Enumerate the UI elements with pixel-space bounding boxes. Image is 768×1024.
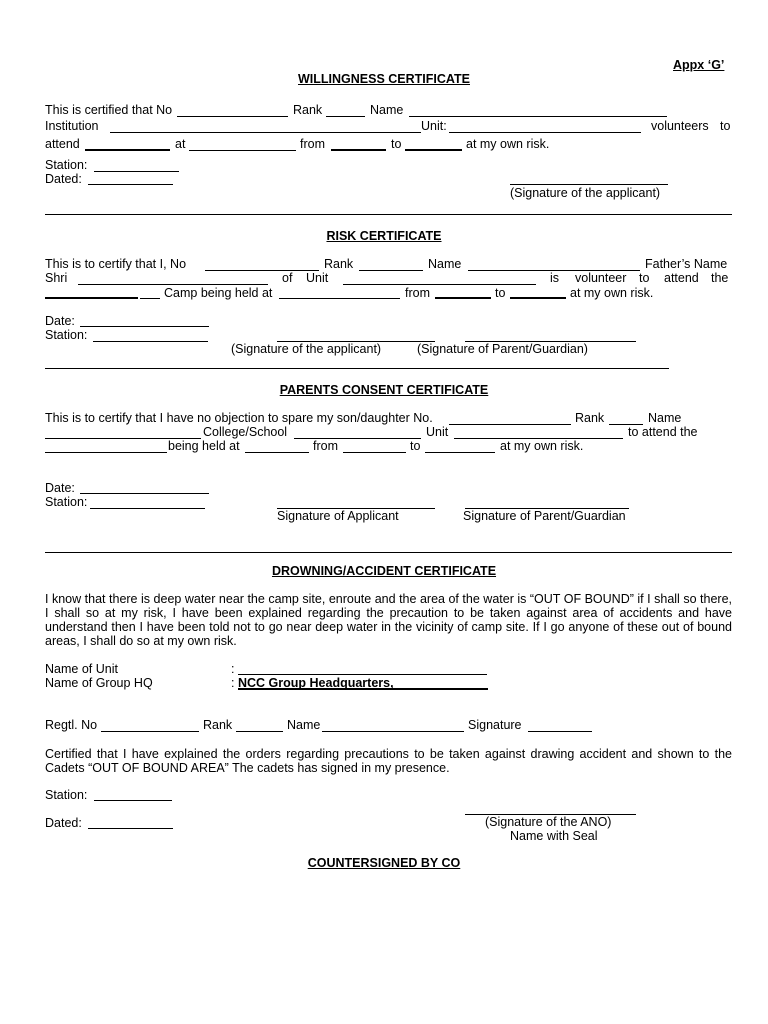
- risk-l2-e: volunteer: [575, 271, 627, 285]
- risk-rank-blank[interactable]: [359, 270, 423, 271]
- risk-station-blank[interactable]: [93, 341, 208, 342]
- parents-l2-b: Unit: [426, 425, 449, 439]
- risk-held-at-blank[interactable]: [279, 298, 400, 299]
- risk-to-blank[interactable]: [510, 297, 566, 299]
- parents-held-at-blank[interactable]: [245, 452, 309, 453]
- parents-no-blank[interactable]: [449, 424, 571, 425]
- will-l2-b: Unit:: [421, 119, 447, 133]
- risk-l2-c: Unit: [306, 271, 329, 285]
- drown-dated-label: Dated:: [45, 816, 82, 830]
- parents-l2-c: to attend the: [628, 425, 698, 439]
- drown-name-label: Name: [287, 718, 321, 732]
- parents-l3-a: being held at: [168, 439, 240, 453]
- will-signature-caption: (Signature of the applicant): [510, 186, 661, 200]
- drown-rank-label: Rank: [203, 718, 233, 732]
- drown-name-blank[interactable]: [322, 731, 464, 732]
- drowning-title: DROWNING/ACCIDENT CERTIFICATE: [271, 564, 497, 578]
- colon: :: [231, 676, 235, 690]
- risk-l3-a: Camp being held at: [164, 286, 273, 300]
- will-station-label: Station:: [45, 158, 88, 172]
- risk-l3-d: at my own risk.: [570, 286, 654, 300]
- risk-parent-sig-caption: (Signature of Parent/Guardian): [417, 342, 588, 356]
- risk-camp-blank[interactable]: [140, 298, 160, 299]
- will-l2-c: volunteers: [651, 119, 709, 133]
- unit-name-blank[interactable]: [238, 674, 487, 675]
- parents-applicant-sig-caption: Signature of Applicant: [277, 509, 399, 523]
- risk-unit-blank[interactable]: [343, 284, 536, 285]
- parents-parent-sig-caption: Signature of Parent/Guardian: [463, 509, 626, 523]
- will-l3-a: attend: [45, 137, 80, 151]
- group-hq-value: NCC Group Headquarters,: [238, 676, 394, 690]
- appendix-label: Appx ‘G’: [673, 58, 725, 72]
- risk-l2-g: attend: [664, 271, 699, 285]
- risk-l2-b: of: [282, 271, 293, 285]
- will-l3-e: at my own risk.: [466, 137, 550, 151]
- risk-station-label: Station:: [45, 328, 88, 342]
- drown-station-label: Station:: [45, 788, 88, 802]
- will-to-blank[interactable]: [405, 149, 462, 151]
- parents-camp-blank[interactable]: [45, 452, 167, 453]
- drown-signature-blank[interactable]: [528, 731, 592, 732]
- will-l1-b: Rank: [293, 103, 323, 117]
- parents-l1-a: This is to certify that I have no objection to spare my son/daughter No.: [45, 411, 433, 425]
- will-l2-d: to: [720, 119, 731, 133]
- risk-l3-c: to: [495, 286, 506, 300]
- will-no-blank[interactable]: [177, 116, 288, 117]
- will-l1-c: Name: [370, 103, 404, 117]
- risk-l1-a: This is to certify that I, No: [45, 257, 187, 271]
- parents-station-label: Station:: [45, 495, 88, 509]
- will-l2-a: Institution: [45, 119, 99, 133]
- will-l3-c: from: [300, 137, 325, 151]
- parents-date-label: Date:: [45, 481, 75, 495]
- parents-station-blank[interactable]: [90, 508, 205, 509]
- section-divider: [45, 368, 669, 369]
- risk-title: RISK CERTIFICATE: [326, 229, 442, 243]
- drown-dated-blank[interactable]: [88, 828, 173, 829]
- drown-station-blank[interactable]: [94, 800, 172, 801]
- countersigned-heading: COUNTERSIGNED BY CO: [307, 856, 461, 870]
- risk-l2-h: the: [711, 271, 729, 285]
- risk-l1-d: Father’s Name: [645, 257, 728, 271]
- risk-from-blank[interactable]: [435, 297, 491, 299]
- risk-l1-c: Name: [428, 257, 462, 271]
- risk-l1-b: Rank: [324, 257, 354, 271]
- parents-l1-b: Rank: [575, 411, 605, 425]
- drown-rank-blank[interactable]: [236, 731, 283, 732]
- drowning-paragraph: I know that there is deep water near the camp site, enroute and the area of the water is “OUT OF BOUND” if I shall so there, I shall so at my risk, I have been explained regarding the precaution to be taken against area of accidents and have understand then I have been told not to go near deep water in the vicinity of camp site. If I go anyone of these out of bound areas, I shall do so at my own risk.: [45, 592, 732, 648]
- risk-l2-f: to: [639, 271, 650, 285]
- parents-l1-c: Name: [648, 411, 682, 425]
- drown-signature-label: Signature: [468, 718, 522, 732]
- name-with-seal: Name with Seal: [510, 829, 598, 843]
- will-at-blank[interactable]: [189, 150, 296, 151]
- group-hq-blank[interactable]: [238, 688, 488, 690]
- unit-name-label: Name of Unit: [45, 662, 118, 676]
- risk-date-label: Date:: [45, 314, 75, 328]
- certified-paragraph: Certified that I have explained the orders regarding precautions to be taken against drawing accident and shown to the Cadets “OUT OF BOUND AREA” The cadets has signed in my presence.: [45, 747, 732, 775]
- colon: :: [231, 662, 235, 676]
- parents-l3-c: to: [410, 439, 421, 453]
- risk-date-blank[interactable]: [80, 326, 209, 327]
- will-l3-b: at: [175, 137, 186, 151]
- risk-l2-d: is: [550, 271, 560, 285]
- will-attend-blank[interactable]: [85, 149, 170, 151]
- will-l1-a: This is certified that No: [45, 103, 173, 117]
- parents-l3-b: from: [313, 439, 338, 453]
- will-signature-line[interactable]: [510, 184, 668, 185]
- will-rank-blank[interactable]: [326, 116, 365, 117]
- will-dated-label: Dated:: [45, 172, 82, 186]
- parents-from-blank[interactable]: [343, 452, 406, 453]
- regtl-no-label: Regtl. No: [45, 718, 98, 732]
- willingness-title: WILLINGNESS CERTIFICATE: [298, 72, 470, 86]
- risk-camp-blank-bold[interactable]: [45, 297, 138, 299]
- risk-l3-b: from: [405, 286, 430, 300]
- will-name-blank[interactable]: [409, 116, 667, 117]
- risk-no-blank[interactable]: [205, 270, 319, 271]
- section-divider: [45, 552, 732, 553]
- parents-date-blank[interactable]: [80, 493, 209, 494]
- risk-applicant-sig-caption: (Signature of the applicant): [231, 342, 382, 356]
- parents-l2-a: College/School: [203, 425, 288, 439]
- will-l3-d: to: [391, 137, 402, 151]
- risk-shri-blank[interactable]: [78, 284, 268, 285]
- parents-to-blank[interactable]: [425, 452, 495, 453]
- will-from-blank[interactable]: [331, 149, 386, 151]
- will-dated-blank[interactable]: [88, 184, 173, 185]
- will-institution-blank[interactable]: [110, 132, 421, 133]
- regtl-no-blank[interactable]: [101, 731, 199, 732]
- will-unit-blank[interactable]: [449, 132, 641, 133]
- section-divider: [45, 214, 732, 215]
- parents-title: PARENTS CONSENT CERTIFICATE: [279, 383, 489, 397]
- risk-l2-a: Shri: [45, 271, 68, 285]
- will-station-blank[interactable]: [94, 171, 179, 172]
- parents-l3-d: at my own risk.: [500, 439, 584, 453]
- group-hq-label: Name of Group HQ: [45, 676, 153, 690]
- ano-signature-caption: (Signature of the ANO): [485, 815, 612, 829]
